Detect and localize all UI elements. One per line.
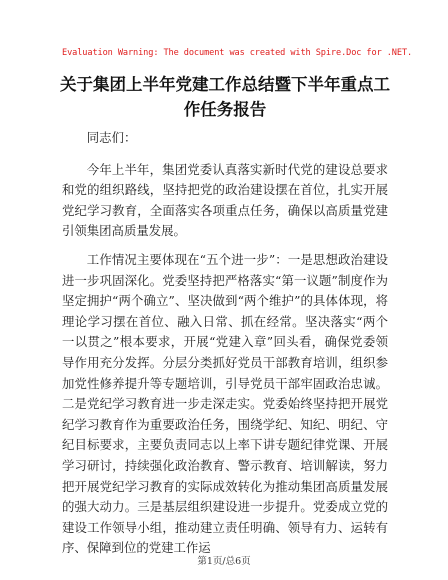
body-paragraph-1: 今年上半年，集团党委认真落实新时代党的建设总要求和党的组织路线，坚持把党的政治建设摆在首位，扎实开展党纪学习教育，全面落实各项重点任务，确保以高质量党建引领集团高质量发展。 xyxy=(62,161,388,239)
document-title: 关于集团上半年党建工作总结暨下半年重点工作任务报告 xyxy=(60,75,390,119)
body-paragraph-2: 工作情况主要体现在“五个进一步”：一是思想政治建设进一步巩固深化。党委坚持把严格落实“第一议题”制度作为坚定拥护“两个确立”、坚决做到“两个维护”的具体体现，将理论学习摆在首位、融入日常、抓在经常。坚决落实“两个一以贯之”根本要求，开展“党建入章”回头看，确保党委领导作用充分发挥。分层分类抓好党员干部教育培训，组织参加党性修养提升等专题培训，引导党员干部牢固政治忠诚。二是党纪学习教育进一步走深走实。党委始终坚持把开展党纪学习教育作为重要政治任务，围绕学纪、知纪、明纪、守纪目标要求，主要负责同志以上率下讲专题纪律党课、开展学习研讨，持续强化政治教育、警示教育、培训解读，努力把开展党纪学习教育的实际成效转化为推动集团高质量发展的强大动力。三是基层组织建设进一步提升。党委成立党的建设工作领导小组，推动建立责任明确、领导有力、运转有序、保障到位的党建工作运 xyxy=(62,251,388,556)
evaluation-warning-watermark: Evaluation Warning: The document was created with Spire.Doc for .NET. xyxy=(62,48,413,58)
salutation: 同志们： xyxy=(86,130,137,145)
document-body xyxy=(62,128,388,567)
page-number-footer: 第1页/总6页 xyxy=(197,556,251,567)
